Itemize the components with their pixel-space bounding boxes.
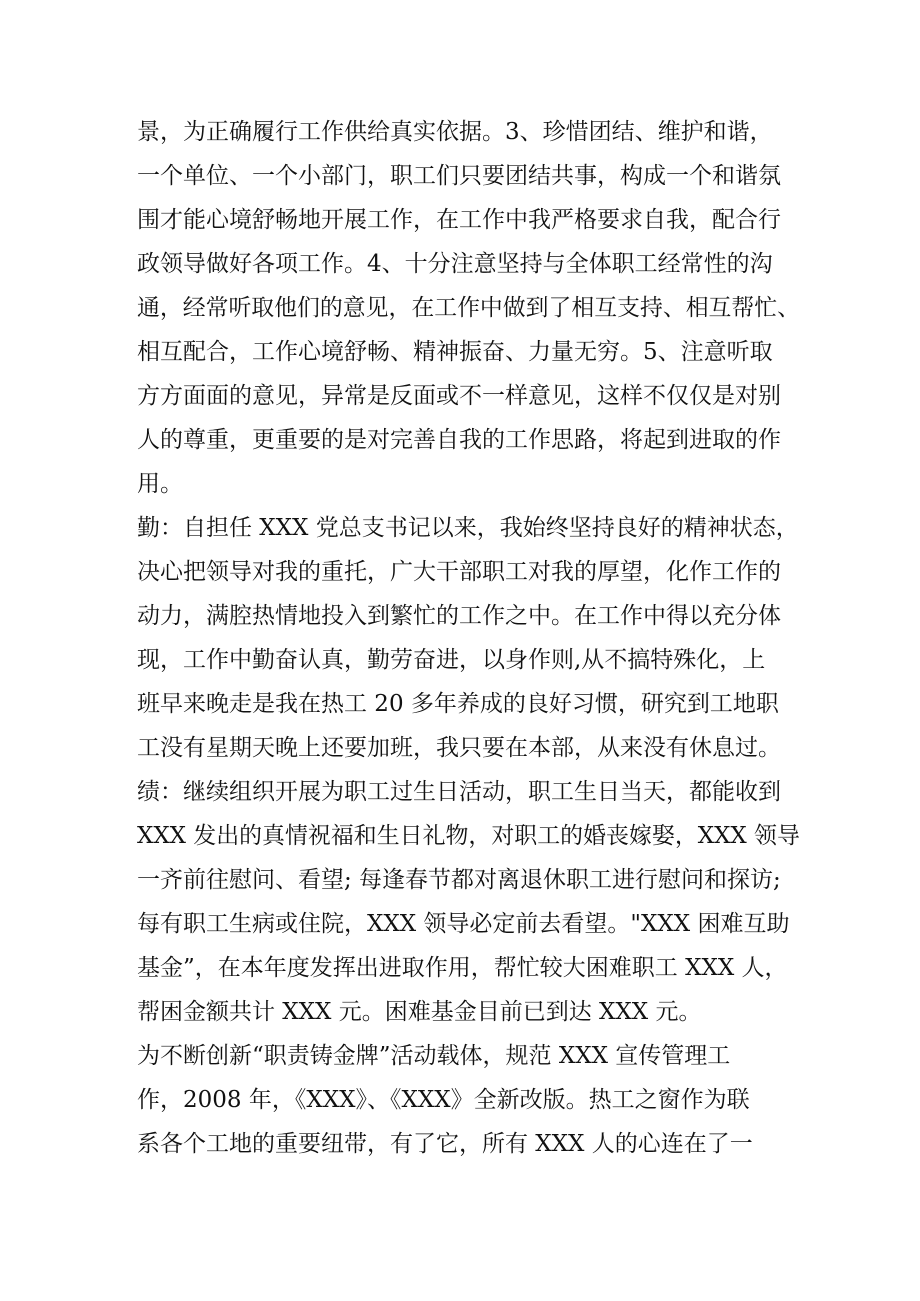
text-line-23: 作，2008 年，《XXX》、《XXX》全新改版。热工之窗作为联 (137, 1087, 750, 1113)
text-line-24: 系各个工地的重要纽带，有了它，所有 XXX 人的心连在了一 (137, 1131, 753, 1157)
text-line-14: 班早来晚走是我在热工 20 多年养成的良好习惯，研究到工地职 (137, 691, 779, 717)
text-line-8: 人的尊重，更重要的是对完善自我的工作思路，将起到进取的作 (137, 427, 781, 453)
text-line-7: 方方面面的意见，异常是反面或不一样意见，这样不仅仅是对别 (137, 383, 781, 409)
text-line-11: 决心把领导对我的重托，广大干部职工对我的厚望，化作工作的 (137, 559, 781, 585)
text-line-2: 一个单位、一个小部门，职工们只要团结共事，构成一个和谐氛 (137, 163, 781, 189)
text-line-1: 景，为正确履行工作供给真实依据。3、珍惜团结、维护和谐， (137, 119, 773, 145)
text-line-21: 帮困金额共计 XXX 元。困难基金目前已到达 XXX 元。 (137, 999, 702, 1025)
text-line-15: 工没有星期天晚上还要加班，我只要在本部，从来没有休息过。 (137, 735, 781, 761)
text-line-10: 勤：自担任 XXX 党总支书记以来，我始终坚持良好的精神状态， (137, 515, 799, 541)
text-line-12: 动力，满腔热情地投入到繁忙的工作之中。在工作中得以充分体 (137, 603, 781, 629)
text-line-6: 相互配合，工作心境舒畅、精神振奋、力量无穷。5、注意听取 (137, 339, 773, 365)
text-line-4: 政领导做好各项工作。4、十分注意坚持与全体职工经常性的沟 (137, 251, 773, 277)
text-line-13: 现，工作中勤奋认真，勤劳奋进，以身作则,从不搞特殊化，上 (137, 647, 766, 673)
text-line-3: 围才能心境舒畅地开展工作，在工作中我严格要求自我，配合行 (137, 207, 781, 233)
text-line-20: 基金”，在本年度发挥出进取作用，帮忙较大困难职工 XXX 人， (137, 955, 788, 981)
text-line-22: 为不断创新“职责铸金牌”活动载体，规范 XXX 宣传管理工 (137, 1043, 731, 1069)
text-line-17: XXX 发出的真情祝福和生日礼物，对职工的婚丧嫁娶，XXX 领导 (137, 823, 800, 849)
text-line-9: 用。 (137, 471, 183, 497)
text-line-18: 一齐前往慰问、看望; 每逢春节都对离退休职工进行慰问和探访; (137, 867, 781, 893)
text-line-19: 每有职工生病或住院，XXX 领导必定前去看望。"XXX 困难互助 (137, 911, 790, 937)
text-line-16: 绩：继续组织开展为职工过生日活动，职工生日当天，都能收到 (137, 779, 781, 805)
text-line-5: 通，经常听取他们的意见，在工作中做到了相互支持、相互帮忙、 (137, 295, 800, 321)
